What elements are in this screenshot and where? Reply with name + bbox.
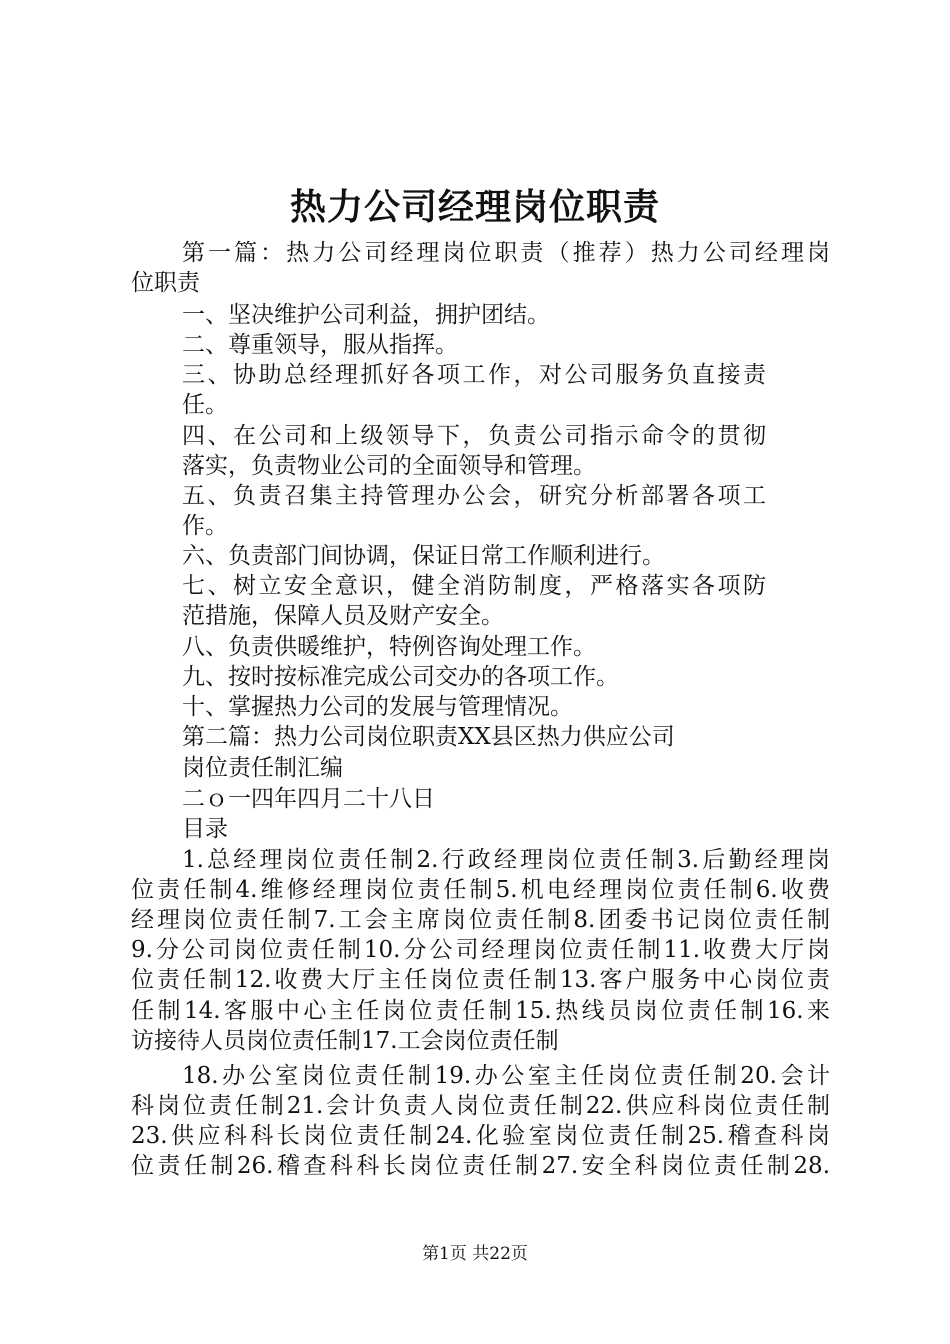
text-line: 9.分公司岗位责任制10.分公司经理岗位责任制11.收费大厅岗 bbox=[131, 937, 830, 963]
text-line: 十、掌握热力公司的发展与管理情况。 bbox=[182, 694, 573, 720]
text-line: 范措施，保障人员及财产安全。 bbox=[182, 603, 504, 629]
text-line: 二ｏ一四年四月二十八日 bbox=[182, 786, 435, 812]
text-line: 23.供应科科长岗位责任制24.化验室岗位责任制25.稽查科岗 bbox=[131, 1123, 830, 1149]
text-line: 访接待人员岗位责任制17.工会岗位责任制 bbox=[131, 1028, 559, 1054]
text-line: 七、树立安全意识，健全消防制度，严格落实各项防 bbox=[182, 573, 766, 599]
text-line: 18.办公室岗位责任制19.办公室主任岗位责任制20.会计 bbox=[182, 1063, 830, 1089]
text-line: 经理岗位责任制7.工会主席岗位责任制8.团委书记岗位责任制 bbox=[131, 907, 830, 933]
text-line: 目录 bbox=[182, 816, 228, 842]
text-line: 四、在公司和上级领导下，负责公司指示命令的贯彻 bbox=[182, 423, 766, 449]
text-line: 三、协助总经理抓好各项工作，对公司服务负直接责 bbox=[182, 362, 766, 388]
text-line: 第一篇：热力公司经理岗位职责（推荐）热力公司经理岗 bbox=[182, 240, 830, 266]
text-line: 落实，负责物业公司的全面领导和管理。 bbox=[182, 453, 596, 479]
text-line: 五、负责召集主持管理办公会，研究分析部署各项工 bbox=[182, 483, 766, 509]
text-line: 九、按时按标准完成公司交办的各项工作。 bbox=[182, 664, 619, 690]
text-line: 第二篇：热力公司岗位职责XX县区热力供应公司 bbox=[182, 724, 675, 750]
text-line: 位责任制26.稽查科科长岗位责任制27.安全科岗位责任制28. bbox=[131, 1153, 830, 1179]
text-line: 六、负责部门间协调，保证日常工作顺利进行。 bbox=[182, 543, 665, 569]
text-line: 任。 bbox=[182, 392, 228, 418]
page-footer: 第1页 共22页 bbox=[422, 1244, 528, 1264]
text-line: 一、坚决维护公司利益，拥护团结。 bbox=[182, 302, 550, 328]
text-line: 二、尊重领导，服从指挥。 bbox=[182, 332, 458, 358]
text-line: 位责任制12.收费大厅主任岗位责任制13.客户服务中心岗位责 bbox=[131, 967, 830, 993]
text-line: 作。 bbox=[182, 513, 228, 539]
text-line: 1.总经理岗位责任制2.行政经理岗位责任制3.后勤经理岗 bbox=[182, 847, 830, 873]
document-title: 热力公司经理岗位职责 bbox=[289, 186, 660, 228]
text-line: 岗位责任制汇编 bbox=[182, 755, 343, 781]
text-line: 八、负责供暖维护，特例咨询处理工作。 bbox=[182, 634, 596, 660]
text-line: 任制14.客服中心主任岗位责任制15.热线员岗位责任制16.来 bbox=[131, 998, 830, 1024]
text-line: 位职责 bbox=[131, 270, 200, 296]
text-line: 科岗位责任制21.会计负责人岗位责任制22.供应科岗位责任制 bbox=[131, 1093, 830, 1119]
text-line: 位责任制4.维修经理岗位责任制5.机电经理岗位责任制6.收费 bbox=[131, 877, 830, 903]
